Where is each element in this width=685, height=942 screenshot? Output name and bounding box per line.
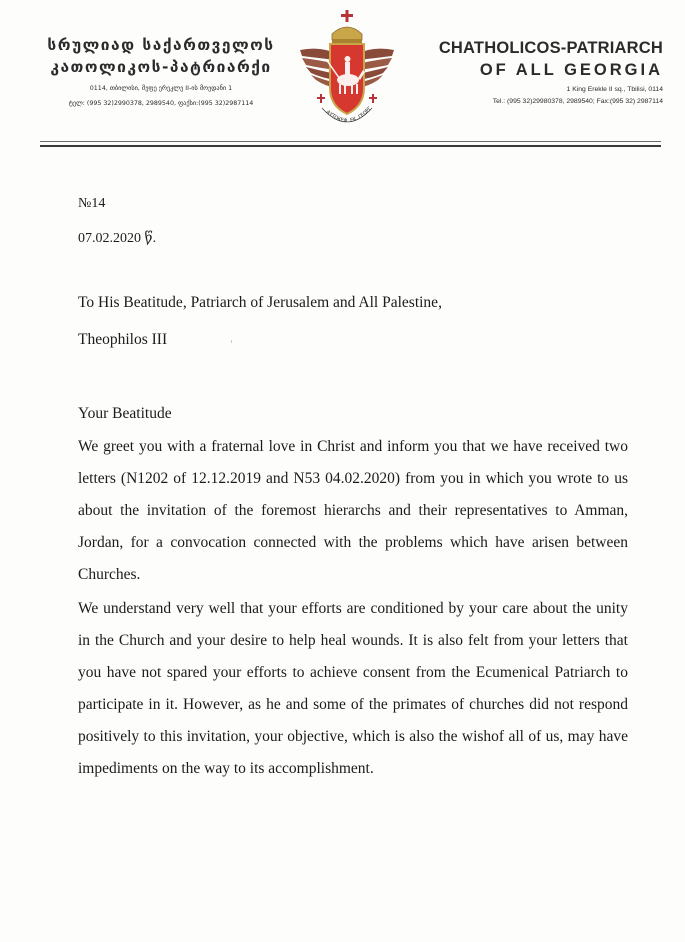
georgian-address: 0114, თბილისი, მეფე ერეკლე II-ის მოედანი 1 xyxy=(89,85,233,92)
addressee-line2: Theophilos III xyxy=(78,331,168,348)
georgian-title-line2: კათოლიკოს-პატრიარქი xyxy=(50,58,272,76)
cross-icon xyxy=(341,10,353,22)
emblem-motto: ΑΥΤΟΚΕΦ. ΕΚ. ΓΕΩΡΓ xyxy=(324,105,373,125)
letter-number: №14 xyxy=(78,196,106,211)
paragraph-1 xyxy=(78,437,628,597)
paragraph-2 xyxy=(78,599,628,791)
letterhead-divider-thin xyxy=(40,141,661,142)
english-title-line2: OF ALL GEORGIA xyxy=(479,61,663,79)
letterhead-divider-thick xyxy=(40,145,661,147)
paragraph-line: impediments on the way to its accomplishment. xyxy=(78,760,374,777)
letter-date: 07.02.2020 წ. xyxy=(78,231,157,246)
patriarchate-emblem-icon xyxy=(292,8,402,138)
paragraph-line: you have not spared your efforts to achieve consent from the Ecumenical Patriarch to xyxy=(78,664,628,681)
scan-speck xyxy=(231,340,232,343)
letterhead-georgian xyxy=(36,34,286,108)
crown-icon xyxy=(332,27,362,40)
georgian-phone: ტელ: (995 32)2990378, 2989540, ფაქსი:(995 32)2987114 xyxy=(68,100,254,107)
georgian-title-line1: სრულიად საქართველოს xyxy=(47,36,275,54)
paragraph-line: about the invitation of the foremost hierarchs and their representatives to Amman, xyxy=(78,502,628,519)
english-title-line1: CHATHOLICOS-PATRIARCH xyxy=(438,39,663,57)
paragraph-line: Churches. xyxy=(78,566,141,583)
english-address: 1 King Erekle II sq., Tbilisi, 0114 xyxy=(566,86,663,93)
paragraph-line: positively to this invitation, your objective, which is also the wishof all of us, may have xyxy=(78,728,628,745)
paragraph-line: letters (N1202 of 12.12.2019 and N53 04.02.2020) from you in which you wrote to us xyxy=(78,470,628,487)
english-phone: Tel.: (995 32)29980378, 2989540; Fax:(995 32) 2987114 xyxy=(492,98,663,105)
paragraph-line: in the Church and your desire to help heal wounds. It is also felt from your letters that xyxy=(78,632,628,649)
addressee-line1: To His Beatitude, Patriarch of Jerusalem and All Palestine, xyxy=(78,294,442,311)
paragraph-line: We greet you with a fraternal love in Christ and inform you that we have received two xyxy=(78,438,628,455)
letterhead-english xyxy=(413,38,663,106)
salutation: Your Beatitude xyxy=(78,405,172,422)
paragraph-line: participate in it. However, as he and some of the primates of churches did not respond xyxy=(78,696,628,713)
paragraph-line: Jordan, for a convocation connected with the problems which have arisen between xyxy=(78,534,628,551)
paragraph-line: We understand very well that your efforts are conditioned by your care about the unity xyxy=(78,600,628,617)
